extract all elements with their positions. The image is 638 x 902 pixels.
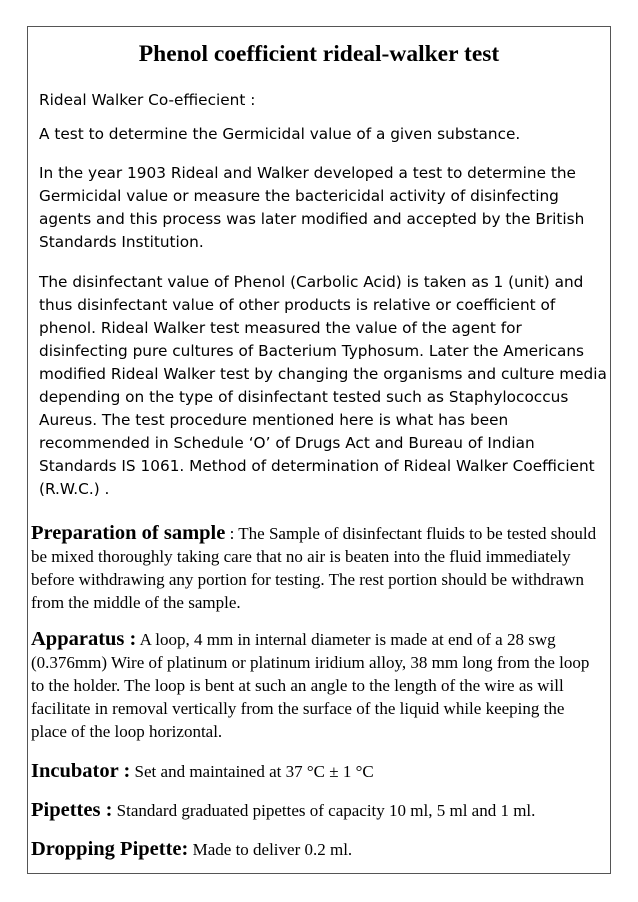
incubator-label: Incubator : [31, 760, 131, 782]
dropping-pipette-text: Made to deliver 0.2 ml. [188, 840, 353, 859]
description-paragraph: The disinfectant value of Phenol (Carbolic Acid) is taken as 1 (unit) and thus disinfectant value of other products is relative or coefficient of phenol. Rideal Walker test measured the value of the agent for disinfecting pure cultures of Bacterium Typhosum. Later the Americans modified Rideal Walker test by changing the organisms and culture media depending on the type of disinfectant tested such as Staphylococcus Aureus. The test procedure mentioned here is what has been recommended in Schedule ‘O’ of Drugs Act and Bureau of Indian Standards IS 1061. Method of determination of Rideal Walker Coefficient (R.W.C.) . [39, 273, 607, 498]
definition-paragraph: A test to determine the Germicidal value of a given substance. [39, 125, 521, 143]
pipettes-paragraph [31, 799, 603, 822]
pipettes-label: Pipettes : [31, 799, 113, 821]
incubator-text: Set and maintained at 37 °C ± 1 °C [130, 762, 374, 781]
apparatus-text: A loop, 4 mm in internal diameter is made at end of a 28 swg (0.376mm) Wire of platinum or platinum iridium alloy, 38 mm long from the loop to the holder. The loop is bent at such an angle to the length of the wire as will facilitate in removal vertically from the surface of the liquid while keeping the place of the loop horizontal. [31, 630, 590, 741]
sample-text: : The Sample of disinfectant fluids to be tested should be mixed thoroughly taking care that no air is beaten into the fluid immediately before withdrawing any portion for testing. The rest portion should be withdrawn from the middle of the sample. [31, 524, 597, 612]
dropping-pipette-label: Dropping Pipette: [31, 838, 189, 860]
dropping-pipette-paragraph [31, 838, 603, 861]
pipettes-text: Standard graduated pipettes of capacity 10 ml, 5 ml and 1 ml. [112, 801, 536, 820]
sample-label: Preparation of sample [31, 522, 226, 544]
history-paragraph: In the year 1903 Rideal and Walker developed a test to determine the Germicidal value or measure the bactericidal activity of disinfecting agents and this process was later modified and accepted by the British Standards Institution. [39, 164, 585, 251]
section-heading: Rideal Walker Co-effiecient : [39, 91, 256, 109]
apparatus-label: Apparatus : [31, 628, 137, 650]
incubator-paragraph [31, 760, 603, 783]
page-frame [27, 26, 611, 874]
sample-paragraph [31, 522, 603, 614]
apparatus-paragraph [31, 628, 603, 743]
page-title: Phenol coefficient rideal-walker test [138, 41, 500, 67]
